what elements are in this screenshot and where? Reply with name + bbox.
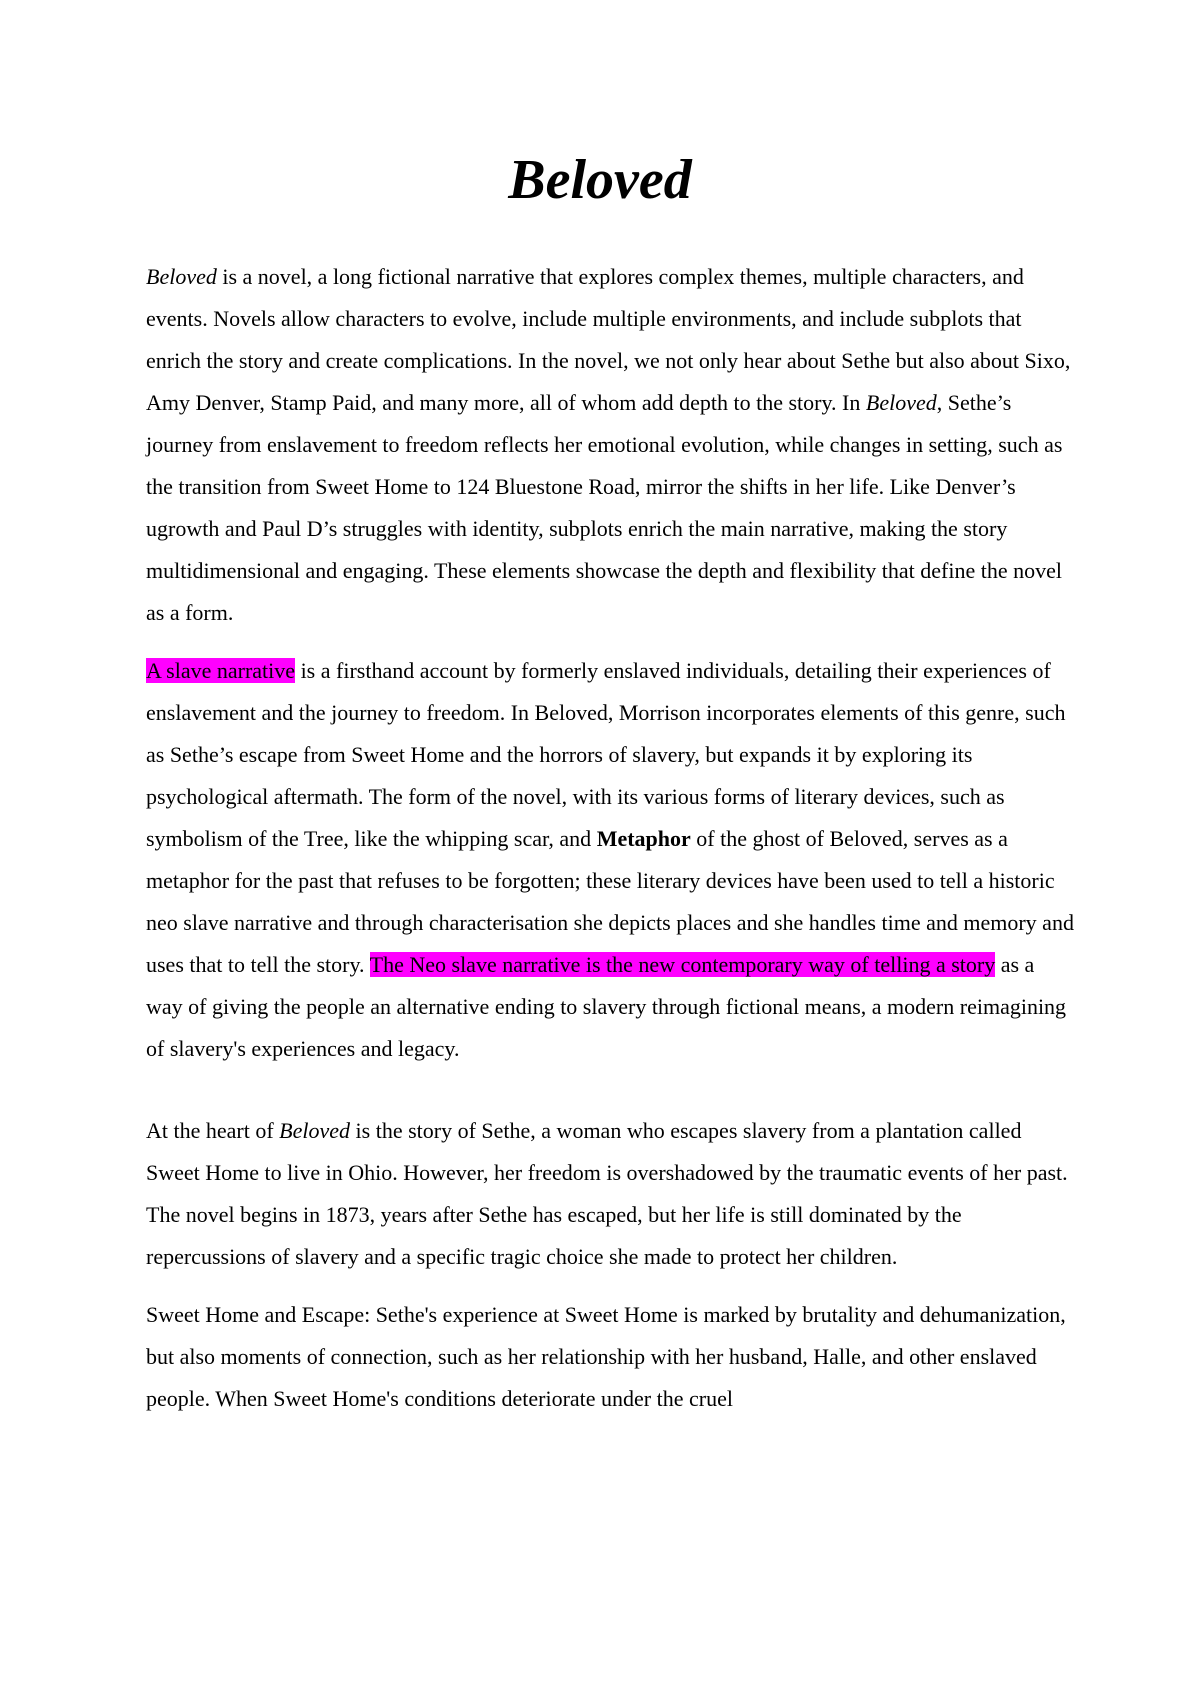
paragraph-text: Sweet Home and Escape: Sethe's experience at Sweet Home is marked by brutality and dehumanization, but also moments of connection, such as her relationship with her husband, Halle, and other enslaved people. When Sweet Home's conditions deteriorate under the cruel bbox=[146, 1302, 1066, 1411]
paragraph-text: is a firsthand account by formerly enslaved individuals, detailing their experiences of enslavement and the journey to freedom. In Beloved, Morrison incorporates elements of this genre, such as Sethe’s escape from Sweet Home and the horrors of slavery, but expands it by exploring its psychological aftermath. The form of the novel, with its various forms of literary devices, such as symbolism of the Tree, like the whipping scar, and bbox=[146, 658, 1066, 851]
book-title-italic: Beloved bbox=[865, 390, 937, 415]
document-body bbox=[146, 256, 1076, 1436]
highlighted-text: The Neo slave narrative is the new contemporary way of telling a story bbox=[369, 952, 996, 977]
paragraph-heart-of-story bbox=[146, 1110, 1076, 1278]
book-title-italic: Beloved bbox=[146, 264, 217, 289]
paragraph-text: is a novel, a long fictional narrative that explores complex themes, multiple characters, and events. Novels allow characters to evolve, include multiple environments, and include subplots that enrich the story and create complications. In the novel, we not only hear about Sethe but also about Sixo, Amy Denver, Stamp Paid, and many more, all of whom add depth to the story. In bbox=[146, 264, 1071, 415]
paragraph-text: as a way of giving the people an alternative ending to slavery through fictional means, a modern reimagining of slavery's experiences and legacy. bbox=[146, 952, 1067, 1061]
highlighted-text: A slave narrative bbox=[146, 658, 296, 683]
bold-term: Metaphor bbox=[596, 826, 691, 851]
paragraph-text: is the story of Sethe, a woman who escapes slavery from a plantation called Sweet Home to live in Ohio. However, her freedom is overshadowed by the traumatic events of her past. The novel begins in 1873, years after Sethe has escaped, but her life is still dominated by the repercussions of slavery and a specific tragic choice she made to protect her children. bbox=[146, 1118, 1068, 1269]
book-title-italic: Beloved bbox=[279, 1118, 351, 1143]
paragraph-slave-narrative bbox=[146, 650, 1076, 1070]
paragraph-text: At the heart of bbox=[146, 1118, 280, 1143]
paragraph-novel-form bbox=[146, 256, 1076, 634]
page-title: Beloved bbox=[508, 149, 692, 211]
paragraph-text: , Sethe’s journey from enslavement to freedom reflects her emotional evolution, while changes in setting, such as the transition from Sweet Home to 124 Bluestone Road, mirror the shifts in her life. Like Denver’s ugrowth and Paul D’s struggles with identity, subplots enrich the main narrative, making the story multidimensional and engaging. These elements showcase the depth and flexibility that define the novel as a form. bbox=[146, 390, 1063, 625]
paragraph-sweet-home bbox=[146, 1294, 1076, 1420]
paragraph-text: of the ghost of Beloved, serves as a metaphor for the past that refuses to be forgotten; these literary devices have been used to tell a historic neo slave narrative and through characterisation she depicts places and she handles time and memory and uses that to tell the story. bbox=[146, 826, 1074, 977]
